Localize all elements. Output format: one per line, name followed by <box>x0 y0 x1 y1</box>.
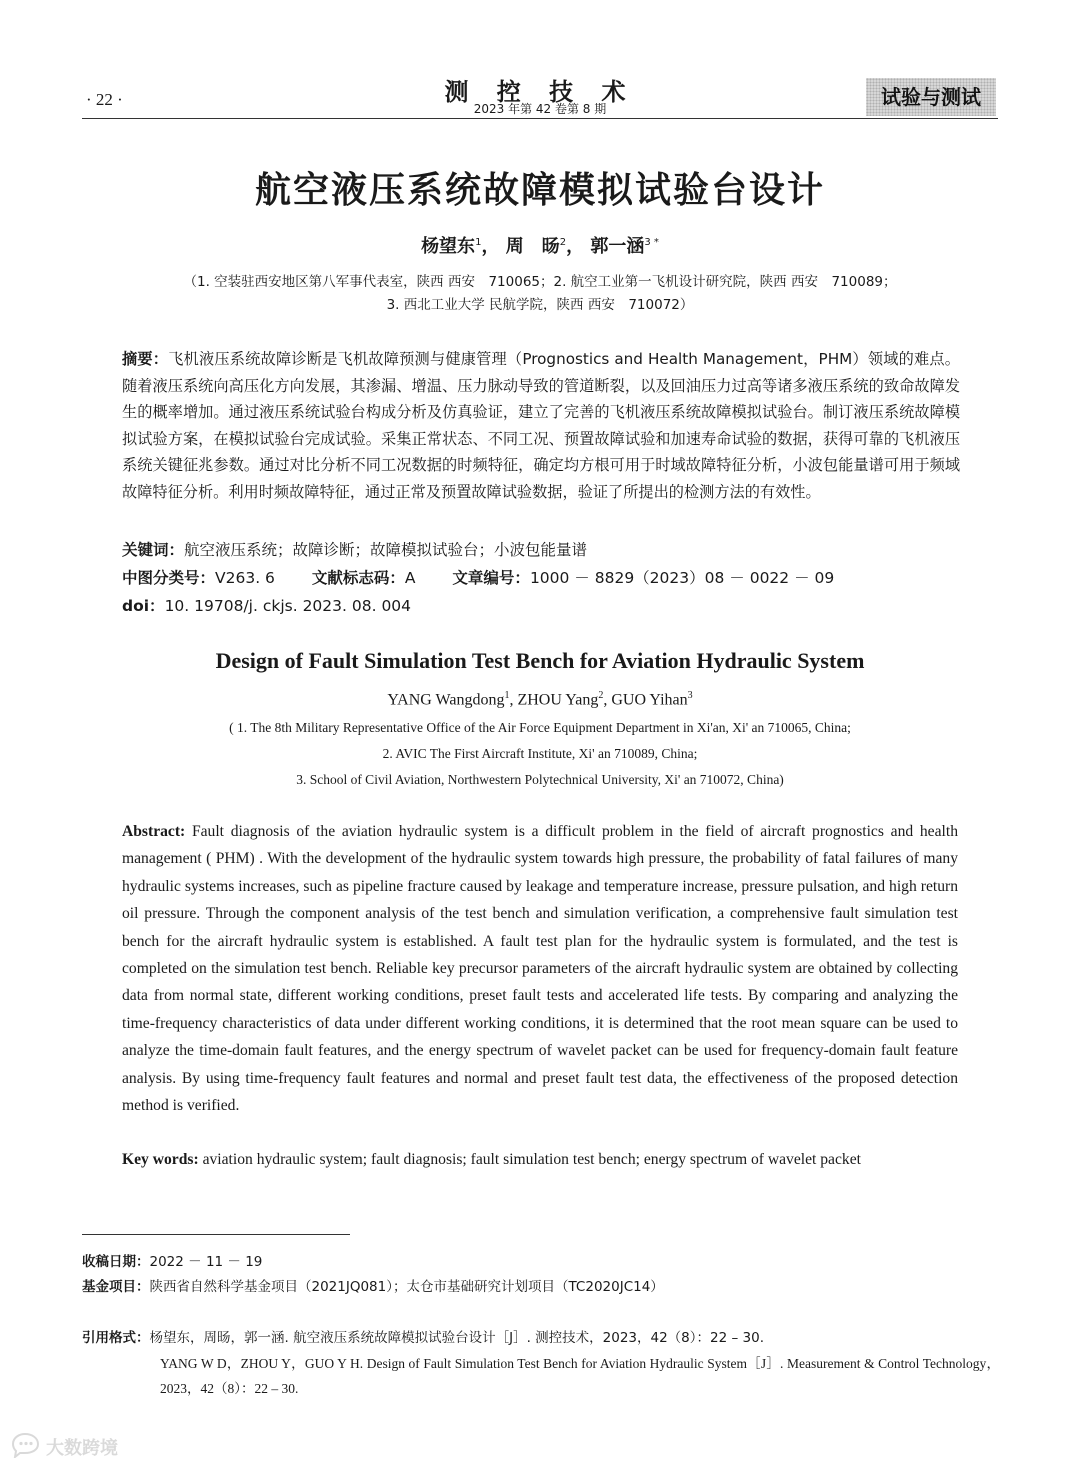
keywords-en-text: aviation hydraulic system; fault diagnosis; fault simulation test bench; energy spectrum of wavelet packet <box>198 1151 861 1168</box>
keywords-en-label: Key words: <box>122 1151 199 1168</box>
author-affiliation-mark: 3 <box>687 690 693 701</box>
author-name: 郭一涵 <box>590 236 645 257</box>
watermark <box>10 1432 150 1460</box>
author-name: 周 旸 <box>505 236 560 257</box>
keywords-cn-label: 关键词： <box>122 541 185 559</box>
author-affiliation-mark: 2 <box>559 237 567 248</box>
header-divider <box>82 118 998 119</box>
doi-value[interactable]: 10. 19708/j. ckjs. 2023. 08. 004 <box>164 597 412 615</box>
citation-cn <box>82 1326 764 1346</box>
received-date <box>82 1250 262 1270</box>
author-list-en: YANG Wangdong$^1$, ZHOU Yang$^2$, GUO Yihan$^3$ <box>387 690 693 709</box>
citation-label: 引用格式： <box>82 1330 150 1346</box>
citation-en: YANG W D，ZHOU Y，GUO Y H. Design of Fault Simulation Test Bench for Aviation Hydraulic System［J］. Measurement & Control Technology，2023，42（8）：22 – 30. <box>160 1356 1000 1396</box>
fund-label: 基金项目： <box>82 1279 150 1295</box>
abstract-cn-label: 摘要： <box>122 350 169 368</box>
article-number-label: 文章编号： <box>452 569 530 587</box>
paper-title-en: Design of Fault Simulation Test Bench for Aviation Hydraulic System <box>215 648 865 673</box>
author-name: GUO Yihan <box>611 691 688 709</box>
affiliation-cn-line: 3. 西北工业大学 民航学院，陕西 西安 710072） <box>386 297 694 313</box>
fund-value: 陕西省自然科学基金项目（2021JQ081）；太仓市基础研究计划项目（TC2020JC14） <box>149 1279 664 1295</box>
abstract-en-text: Fault diagnosis of the aviation hydraulic system is a difficult problem in the field of aircraft prognostics and health management ( PHM) . With the development of the hydraulic system towards high pressure, the probability of fatal failures of many hydraulic systems increases, such as pipeline fracture caused by leakage and temperature increase, pressure pulsation, and high return oil pressure. Through the component analysis of the test bench and simulation verification, a comprehensive fault simulation test bench for the aircraft hydraulic system is established. A fault test plan for the hydraulic system is formulated, and the test is completed on the simulation test bench. Reliable key precursor parameters of the aircraft hydraulic system are obtained by collecting data from normal state, different working conditions, preset fault tests and accelerated life tests. By comparing and analyzing the time-frequency characteristics of data under different working conditions, it is determined that the root mean square can be used to analyze the time-domain fault features, and the energy spectrum of wavelet packet can be used for frequency-domain fault feature analysis. By using time-frequency fault features and normal and preset fault test data, the effectiveness of the proposed detection method is verified. <box>122 823 958 1115</box>
received-value: 2022 － 11 － 19 <box>149 1254 263 1270</box>
chat-bubble-logo-icon <box>10 1432 44 1458</box>
author-name: ZHOU Yang <box>517 691 599 709</box>
article-number-value: 1000 － 8829（2023）08 － 0022 － 09 <box>529 569 835 587</box>
abstract-en <box>122 818 958 1119</box>
doi-line <box>122 594 411 616</box>
abstract-cn <box>122 346 960 505</box>
affiliation-cn-line: （1. 空装驻西安地区第八军事代表室，陕西 西安 710065；2. 航空工业第一飞机设计研究院，陕西 西安 710089； <box>183 274 897 290</box>
journal-issue: 2023 年第 42 卷第 8 期 <box>473 102 607 116</box>
abstract-cn-text: 飞机液压系统故障诊断是飞机故障预测与健康管理（Prognostics and Health Management，PHM）领域的难点。随着液压系统向高压化方向发展，其渗漏、增温、压力脉动导致的管道断裂，以及回油压力过高等诸多液压系统的致命故障发生的概率增加。通过液压系统试验台构成分析及仿真验证，建立了完善的飞机液压系统故障模拟试验台。制订液压系统故障模拟试验方案，在模拟试验台完成试验。采集正常状态、不同工况、预置故障试验和加速寿命试验的数据，获得可靠的飞机液压系统关键征兆参数。通过对比分析不同工况数据的时频特征，确定均方根可用于时域故障特征分析，小波包能量谱可用于频域故障特征分析。利用时频故障特征，通过正常及预置故障试验数据，验证了所提出的检测方法的有效性。 <box>122 350 960 501</box>
footnote-divider <box>82 1234 350 1235</box>
document-code-label: 文献标志码： <box>311 569 405 587</box>
keywords-en <box>122 1146 958 1173</box>
keywords-cn-text: 航空液压系统；故障诊断；故障模拟试验台；小波包能量谱 <box>184 541 588 559</box>
author-affiliation-mark: 1 <box>475 237 482 248</box>
author-list-cn: 杨望东$^1$， 周 旸$^2$， 郭一涵$^{3 *}$ <box>421 236 659 257</box>
abstract-en-label: Abstract: <box>122 823 186 840</box>
author-affiliation-mark: 3 * <box>644 237 659 248</box>
clc-value: V263. 6 <box>215 569 275 587</box>
author-affiliation-mark: 1 <box>504 690 510 701</box>
watermark-text: 大数跨境 <box>46 1438 118 1459</box>
fund-project <box>82 1275 664 1295</box>
author-name: 杨望东 <box>421 236 476 257</box>
citation-cn-text: 杨望东，周旸，郭一涵. 航空液压系统故障模拟试验台设计［J］. 测控技术，2023，42（8）：22 – 30. <box>149 1330 764 1346</box>
section-badge: 试验与测试 <box>866 78 996 116</box>
journal-name: 测 控 技 术 <box>444 78 636 106</box>
author-affiliation-mark: 2 <box>598 690 604 701</box>
classification-row <box>122 566 960 588</box>
page-number: · 22 · <box>86 90 123 109</box>
keywords-cn <box>122 538 587 560</box>
affiliation-en-line: 2. AVIC The First Aircraft Institute, Xi' an 710089, China; <box>382 746 698 761</box>
affiliation-en-line: ( 1. The 8th Military Representative Office of the Air Force Equipment Department in Xi'an, Xi' an 710065, China; <box>229 720 851 735</box>
received-label: 收稿日期： <box>82 1254 150 1270</box>
clc-label: 中图分类号： <box>122 569 216 587</box>
author-name: YANG Wangdong <box>387 691 505 709</box>
doi-label: doi： <box>122 597 165 615</box>
affiliation-en-line: 3. School of Civil Aviation, Northwestern Polytechnical University, Xi' an 710072, China) <box>296 772 784 787</box>
paper-title-cn: 航空液压系统故障模拟试验台设计 <box>254 170 825 211</box>
document-code-value: A <box>404 569 416 587</box>
